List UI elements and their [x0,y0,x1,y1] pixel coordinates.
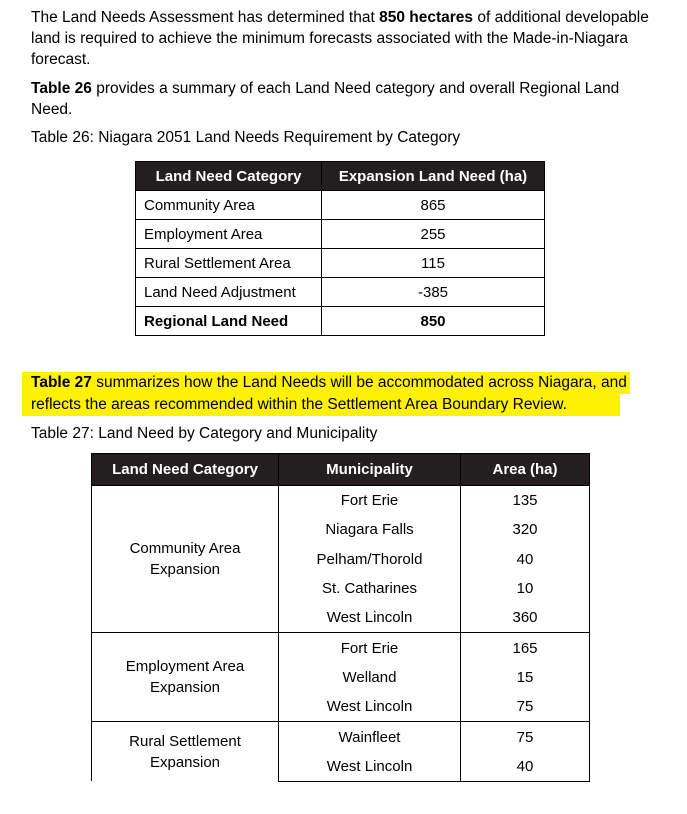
table27-municipality-cell: Niagara Falls [279,515,461,544]
table-row [136,249,545,278]
table26-value-cell: 255 [322,220,545,249]
table26-value-cell: 865 [322,191,545,220]
table26-total-label: Regional Land Need [136,307,322,336]
table26-value-cell: 115 [322,249,545,278]
category-line-2: Expansion [149,753,221,771]
table-27 [91,453,590,782]
table26-total-row [136,307,545,336]
table26-category-cell: Employment Area [136,220,322,249]
table26-header-expansion: Expansion Land Need (ha) [322,162,545,191]
table27-category-cell [92,722,279,782]
category-line-1: Rural Settlement [129,732,241,750]
table27-municipality-cell: Fort Erie [279,486,461,516]
category-line-2: Expansion [149,679,221,697]
intro-text-2: of additional developable land is required to achieve the minimum forecasts associated with the Made-in-Niagara forecast. [31,9,649,68]
table27-area-cell: 75 [461,722,590,752]
table27-category-cell [92,633,279,722]
table-row [136,220,545,249]
table27-municipality-cell: West Lincoln [279,692,461,722]
table26-value-cell: -385 [322,278,545,307]
table26-header-row [136,162,545,191]
table-row [136,278,545,307]
table27-area-cell: 165 [461,633,590,663]
table27-header-municipality: Municipality [279,454,461,486]
table27-area-cell: 10 [461,574,590,603]
table26-caption: Table 26: Niagara 2051 Land Needs Requirement by Category [31,129,461,146]
table27-area-cell: 40 [461,752,590,782]
table27-municipality-cell: Welland [279,663,461,692]
table26-total-value: 850 [322,307,545,336]
intro-bold-hectares: 850 hectares [379,9,474,26]
table27-area-cell: 360 [461,603,590,633]
table26-header-category: Land Need Category [136,162,322,191]
table27-reference-paragraph [22,372,682,416]
table26-category-cell: Rural Settlement Area [136,249,322,278]
table26-reference-text: provides a summary of each Land Need category and overall Regional Land Need. [31,80,620,118]
table-row [92,486,590,516]
table27-area-cell: 75 [461,692,590,722]
category-line-1: Community Area [129,540,241,558]
table-row [92,633,590,663]
table26-category-cell: Community Area [136,191,322,220]
table26-reference: Table 26 [31,80,92,97]
table27-municipality-cell: Fort Erie [279,633,461,663]
highlight-line-1 [22,372,630,394]
table27-header-row [92,454,590,486]
category-line-1: Employment Area [125,658,245,676]
table27-reference: Table 27 [31,374,92,391]
table27-municipality-cell: West Lincoln [279,752,461,782]
table27-municipality-cell: St. Catharines [279,574,461,603]
table27-area-cell: 15 [461,663,590,692]
table26-category-cell: Land Need Adjustment [136,278,322,307]
intro-text-1: The Land Needs Assessment has determined that [31,9,380,26]
table27-reference-text-1: summarizes how the Land Needs will be accommodated across Niagara, and [91,374,627,391]
table27-header-area: Area (ha) [461,454,590,486]
table27-municipality-cell: Wainfleet [279,722,461,752]
table26-reference-paragraph [31,78,661,120]
table27-municipality-cell: West Lincoln [279,603,461,633]
table27-caption: Table 27: Land Need by Category and Municipality [31,425,378,442]
table27-area-cell: 135 [461,486,590,516]
table27-area-cell: 40 [461,545,590,574]
table27-reference-text-2: reflects the areas recommended within the Settlement Area Boundary Review. [31,396,567,413]
table27-municipality-cell: Pelham/Thorold [279,545,461,574]
table-row [136,191,545,220]
table27-category-cell [92,486,279,633]
category-line-2: Expansion [149,561,221,579]
table27-area-cell: 320 [461,515,590,544]
intro-paragraph [31,7,661,70]
table-row [92,722,590,752]
highlight-line-2 [22,394,620,416]
table27-header-category: Land Need Category [92,454,279,486]
table-26 [135,161,545,336]
